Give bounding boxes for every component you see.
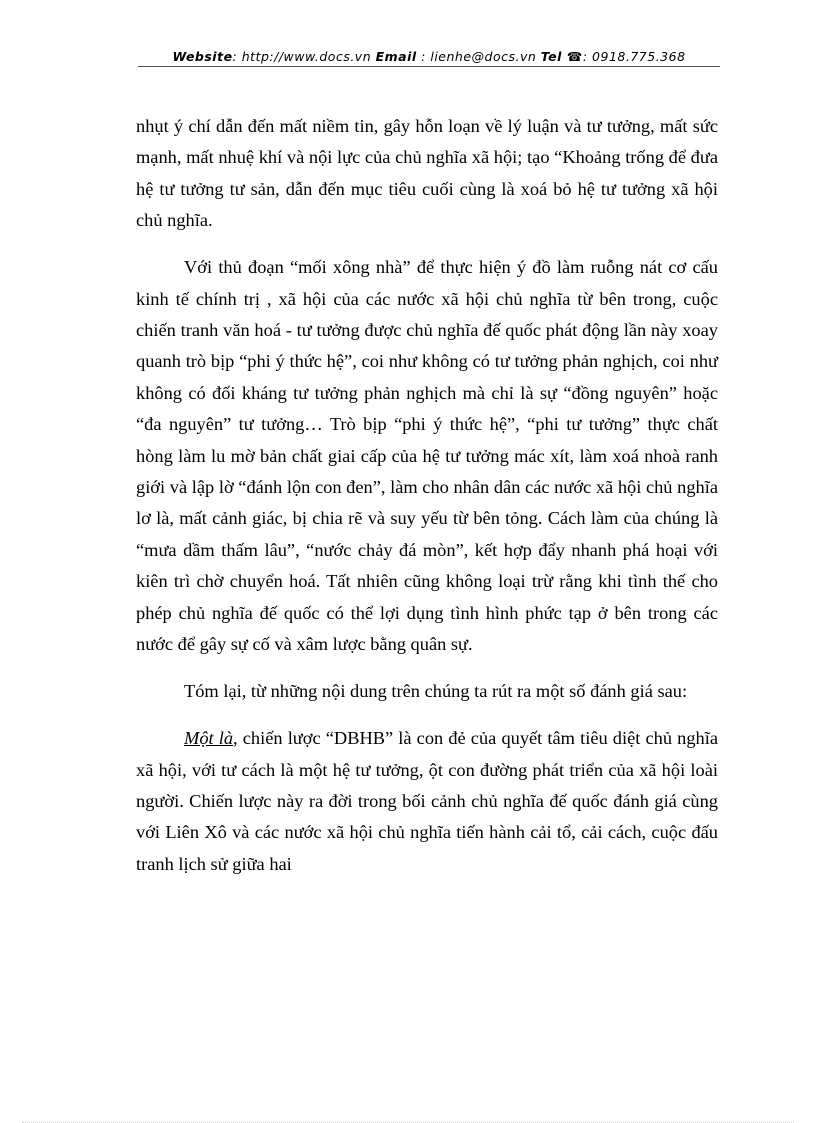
paragraph-3: Tóm lại, từ những nội dung trên chúng ta rút ra một số đánh giá sau:	[184, 681, 688, 702]
paragraph-4	[136, 723, 718, 880]
tel-value: : 0918.775.368	[582, 49, 686, 64]
paragraph-4-lead: Một là	[184, 728, 234, 749]
paragraph-2: Với thủ đoạn “mối xông nhà” để thực hiện ý đồ làm ruỗng nát cơ cấu kinh tế chính trị , xã hội của các nước xã hội chủ nghĩa từ bên trong, cuộc chiến tranh văn hoá - tư tưởng được chủ nghĩa đế quốc phát động lần này xoay quanh trò bịp “phi ý thức hệ”, coi như không có tư tưởng phản nghịch, coi như không có đối kháng tư tưởng phản nghịch mà chỉ là sự “đồng nguyên” hoặc “đa nguyên” tư tưởng… Trò bịp “phi ý thức hệ”, “phi tư tưởng” thực chất hòng làm lu mờ bản chất giai cấp của hệ tư tưởng mác xít, làm xoá nhoà ranh giới và lập lờ “đánh lộn con đen”, làm cho nhân dân các nước xã hội chủ nghĩa lơ là, mất cảnh giác, bị chia rẽ và suy yếu từ bên tỏng. Cách làm của chúng là “mưa dầm thấm lâu”, “nước chảy đá mòn”, kết hợp đẩy nhanh phá hoại với kiên trì chờ chuyển hoá. Tất nhiên cũng không loại trừ rằng khi tình thế cho phép chủ nghĩa đế quốc có thể lợi dụng tình hình phức tạp ở bên trong các nước để gây sự cố và xâm lược bằng quân sự.	[136, 257, 718, 655]
document-body	[136, 111, 718, 896]
page-header	[138, 47, 720, 67]
tel-label: Tel ☎	[540, 49, 583, 64]
paragraph-1: nhụt ý chí dẫn đến mất niềm tin, gây hỗn loạn về lý luận và tư tưởng, mất sức mạnh, mất nhuệ khí và nội lực của chủ nghĩa xã hội; tạo “Khoảng trống để đưa hệ tư tưởng tư sản, dẫn đến mục tiêu cuối cùng là xoá bỏ hệ tư tưởng xã hội chủ nghĩa.	[136, 116, 718, 231]
paragraph-4-text: , chiến lược “DBHB” là con đẻ của quyết tâm tiêu diệt chủ nghĩa xã hội, với tư cách là một hệ tư tưởng, ột con đường phát triển của xã hội loài người. Chiến lược này ra đời trong bối cảnh chủ nghĩa đế quốc đánh giá cùng với Liên Xô và các nước xã hội chủ nghĩa tiến hành cải tổ, cải cách, cuộc đấu tranh lịch sử giữa hai	[136, 728, 718, 874]
website-value: : http://www.docs.vn	[232, 49, 376, 64]
website-label: Website	[172, 49, 233, 64]
header-divider	[138, 66, 720, 67]
email-label: Email	[375, 49, 417, 64]
email-value: : lienhe@docs.vn	[416, 49, 541, 64]
